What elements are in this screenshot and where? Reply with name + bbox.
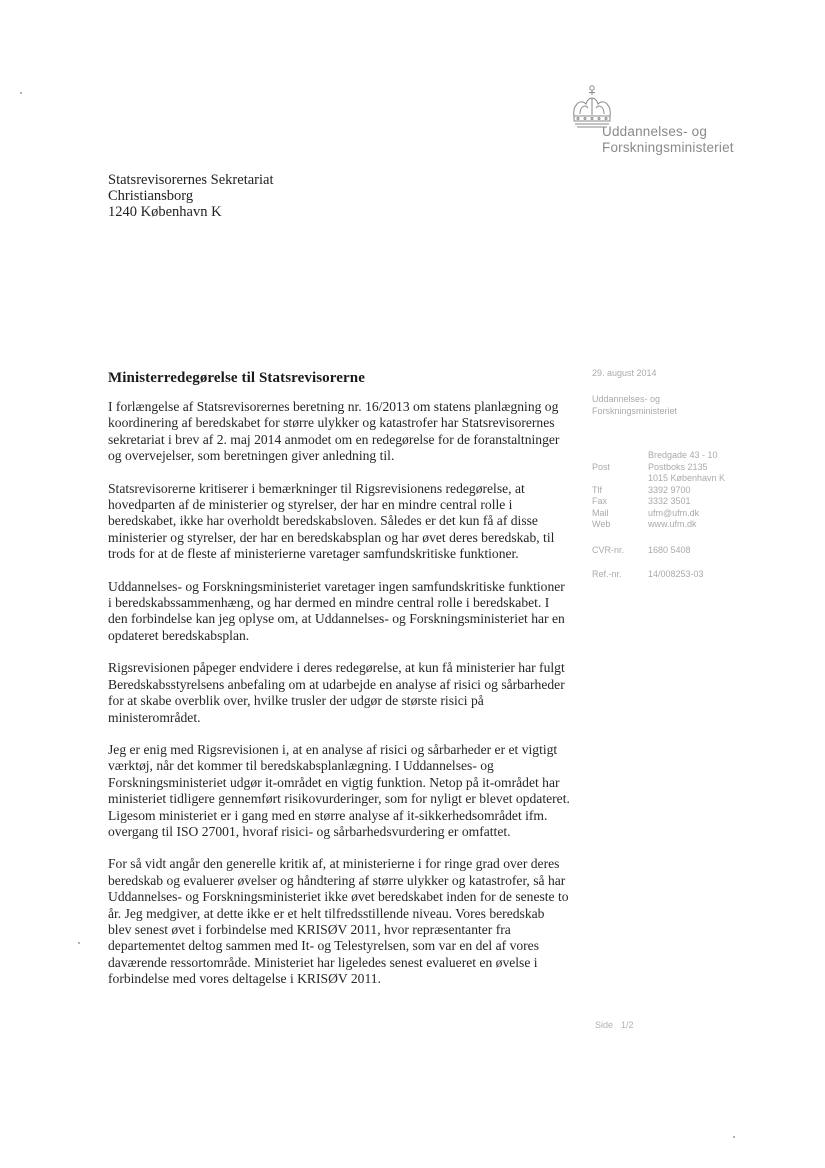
letter-title: Ministerredegørelse til Statsrevisorerne xyxy=(108,370,365,386)
page-number xyxy=(595,1020,634,1030)
body-paragraph-6: For så vidt angår den generelle kritik af, at ministerierne i for ringe grad over deres beredskab og evaluerer øvelser og håndtering af større ulykker og katastrofer, så har Uddannelses- og Forskningsministeriet ikke øvet beredskabet inden for de seneste to år. Jeg medgiver, at dette ikke er et helt tilfredsstillende niveau. Vores beredskab blev senest øvet i forbindelse med KRISØV 2011, hvor repræsentanter fra departementet deltog sammen med It- og Telestyrelsen, som var en del af vores daværende ressortområde. Ministeriet har ligeledes senest evalueret en øvelse i forbindelse med vores deltagelse i KRISØV 2011. xyxy=(108,856,569,987)
scan-speck xyxy=(733,1136,735,1138)
contact-value: Bredgade 43 - 10 xyxy=(648,450,718,460)
body-paragraph-1: I forlængelse af Statsrevisorernes beretning nr. 16/2013 om statens planlægning og koordinering af beredskabet for større ulykker og katastrofer har Statsrevisorernes sekretariat i brev af 2. maj 2014 anmodet om en redegørelse for de foranstaltninger og overvejelser, som beretningen giver anledning til. xyxy=(108,399,560,464)
body-paragraph-3: Uddannelses- og Forskningsministeriet varetager ingen samfundskritiske funktioner i beredskabssammenhæng, og har dermed en mindre central rolle i beredskabet. I den forbindelse kan jeg oplyse om, at Uddannelses- og Forskningsministeriet har en opdateret beredskabsplan. xyxy=(108,578,565,643)
contact-row xyxy=(592,508,725,520)
contact-label: Tlf xyxy=(592,484,602,495)
contact-label: Post xyxy=(592,461,611,472)
letter-date: 29. august 2014 xyxy=(592,368,657,378)
cvr-number xyxy=(592,545,691,557)
contact-row xyxy=(592,485,725,497)
body-paragraph-5: Jeg er enig med Rigsrevisionen i, at en analyse af risici og sårbarheder er et vigtigt værktøj, når det kommer til beredskabsplanlægning. I Uddannelses- og Forskningsministeriet udgør it-området en vigtig funktion. Netop på it-området har ministeriet tidligere gennemført risikovurderinger, som for nyligt er blevet opdateret. Ligesom ministeriet er i gang med en større analyse af it-sikkerhedsområdet ifm. overgang til ISO 27001, hvoraf risici- og sårbarhedsvurdering er omfattet. xyxy=(108,741,570,839)
body-paragraph-4: Rigsrevisionen påpeger endvidere i deres redegørelse, at kun få ministerier har fulgt Beredskabsstyrelsens anbefaling om at udarbejde en analyse af risici og sårbarheder for at skabe overblik over, hvilke trusler der udgør de største risici på ministerområdet. xyxy=(108,660,565,725)
contact-value: Postboks 2135 xyxy=(648,461,708,472)
contact-row xyxy=(592,519,725,531)
page-value: 1/2 xyxy=(621,1020,634,1030)
recipient-line2: Christiansborg xyxy=(108,188,194,204)
contact-value: 3392 9700 xyxy=(648,484,691,495)
scan-speck xyxy=(20,92,22,94)
page-label: Side xyxy=(595,1020,614,1030)
body-paragraph-2: Statsrevisorerne kritiserer i bemærkninger til Rigsrevisionens redegørelse, at hovedparten af de ministerier og styrelser, der har en mindre central rolle i beredskabet, ikke har overholdt beredskabsloven. Således er det kun få af disse ministerier og styrelser, der har en beredskabsplan og har øvet deres beredskab, til trods for at de fleste af ministerierne varetager samfundskritiske funktioner. xyxy=(108,480,555,562)
contact-row xyxy=(592,473,725,485)
ref-label: Ref.-nr. xyxy=(592,569,622,579)
cvr-value: 1680 5408 xyxy=(648,545,691,555)
recipient-line3: 1240 København K xyxy=(108,204,222,220)
sidebar-sender-line2: Forskningsministeriet xyxy=(592,405,678,416)
letter-body xyxy=(108,399,570,1004)
ministry-logotype xyxy=(602,124,734,156)
contact-label: Web xyxy=(592,519,611,529)
contact-value: 3332 3501 xyxy=(648,496,691,506)
contact-label xyxy=(592,473,648,485)
recipient-line1: Statsrevisorernes Sekretariat xyxy=(108,172,274,188)
ministry-name-line2: Forskningsministeriet xyxy=(602,140,734,155)
contact-label xyxy=(592,450,648,462)
scan-speck xyxy=(78,942,80,944)
ref-value: 14/008253-03 xyxy=(648,569,704,579)
contact-row xyxy=(592,450,725,462)
contact-value: ufm@ufm.dk xyxy=(648,507,700,518)
cvr-label: CVR-nr. xyxy=(592,545,625,555)
contact-block xyxy=(592,450,725,531)
contact-label: Fax xyxy=(592,496,608,506)
sidebar-sender-line1: Uddannelses- og xyxy=(592,394,661,404)
recipient-address xyxy=(108,172,273,220)
contact-row xyxy=(592,462,725,474)
contact-label: Mail xyxy=(592,507,609,518)
contact-row xyxy=(592,496,725,508)
contact-value: 1015 København K xyxy=(648,473,726,483)
reference-number xyxy=(592,569,704,581)
ministry-name-line1: Uddannelses- og xyxy=(602,124,708,139)
sidebar-sender xyxy=(592,394,677,417)
contact-value: www.ufm.dk xyxy=(648,519,697,529)
